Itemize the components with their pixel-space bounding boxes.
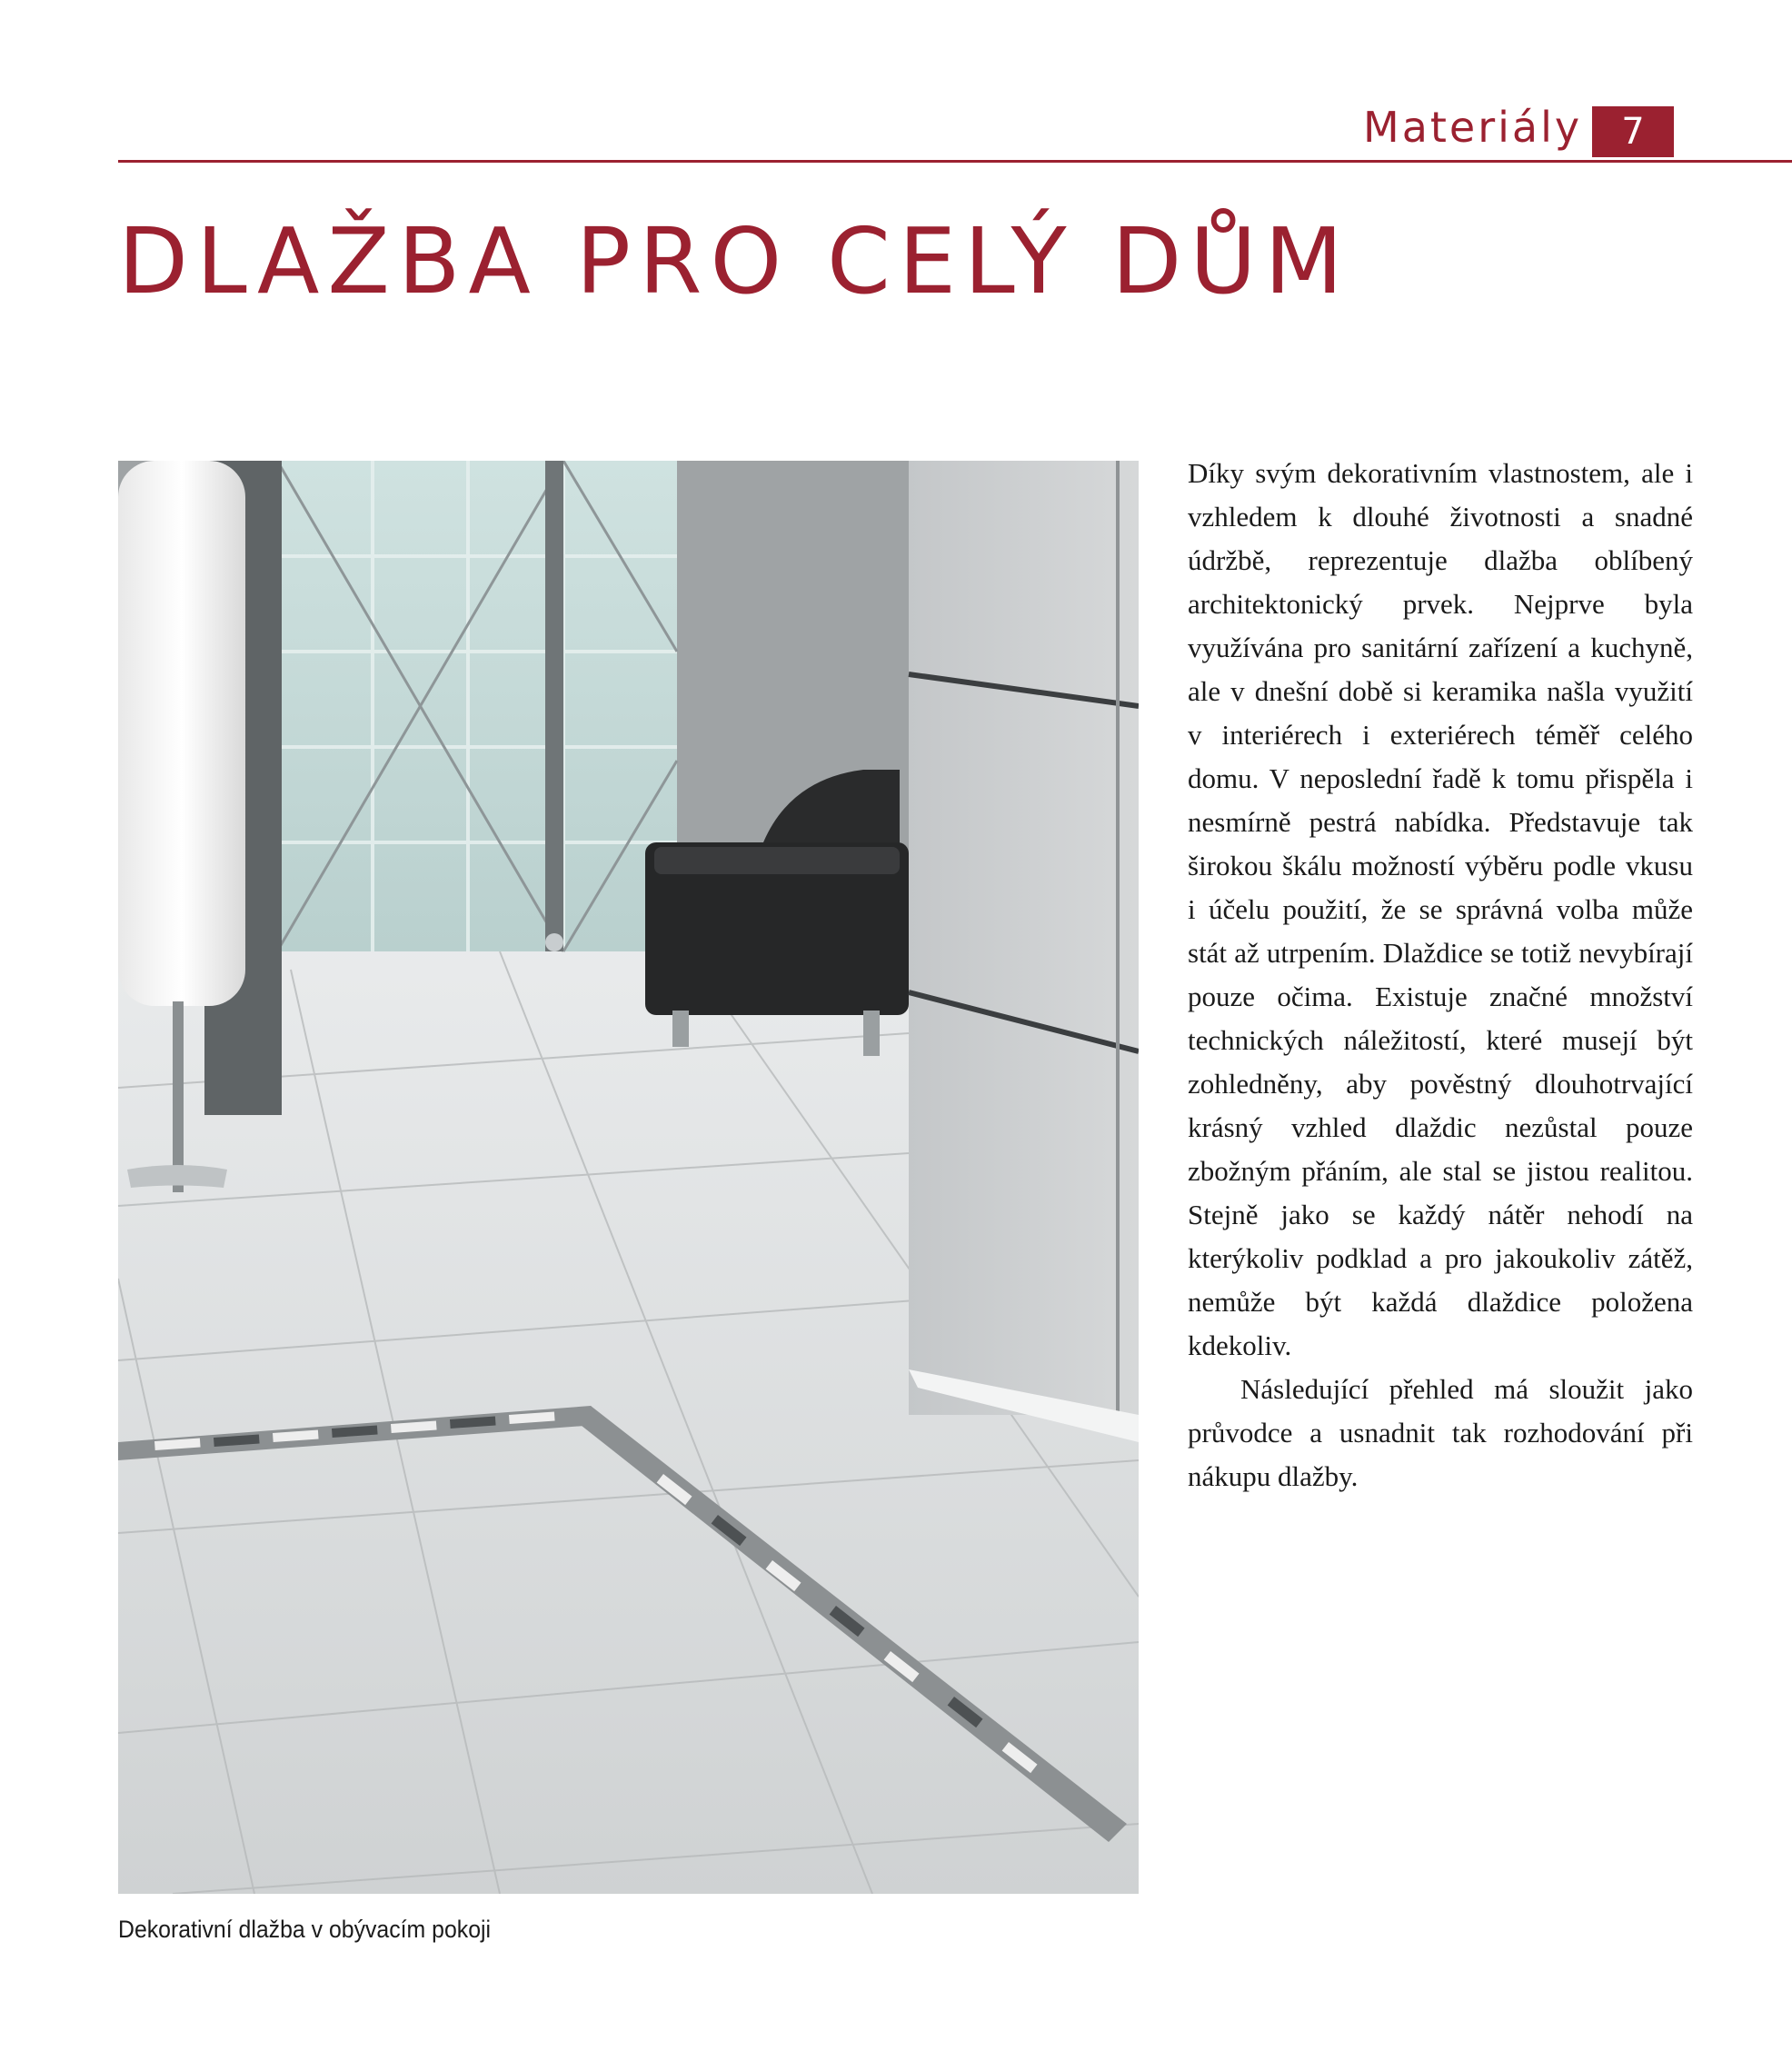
paragraph: Následující přehled má sloužit jako průvodce a usnadnit tak rozhodování při nákupu dlažby. xyxy=(1188,1373,1693,1492)
interior-photo xyxy=(118,461,1139,1894)
figure-caption: Dekorativní dlažba v obývacím pokoji xyxy=(118,1916,492,1943)
page-title: DLAŽBA PRO CELÝ DŮM xyxy=(118,208,1351,314)
article-body xyxy=(1188,452,1693,1498)
header-rule xyxy=(118,160,1792,163)
page-number: 7 xyxy=(1592,106,1674,157)
paragraph: Díky svým dekorativním vlastnostem, ale i vzhledem k dlouhé životnosti a snadné údržbě, reprezentuje dlažba oblíbený architektonický prvek. Nejprve byla využívána pro sanitární zařízení a kuchyně, ale v dnešní době si keramika našla využití v interiérech i exteriérech téměř celého domu. V neposlední řadě k tomu přispěla i nesmírně pestrá nabídka. Představuje tak širokou škálu možností výběru podle vkusu i účelu použití, že se správná volba může stát až utrpením. Dlaždice se totiž nevybírají pouze očima. Existuje značné množství technických náležitostí, které musejí být zohledněny, aby pověstný dlouhotrvající krásný vzhled dlaždic nezůstal pouze zbožným přáním, ale stal se jistou realitou. Stejně jako se každý nátěr nehodí na kterýkoliv podklad a pro jakoukoliv zátěž, nemůže být každá dlaždice položena kdekoliv. xyxy=(1188,457,1693,1361)
section-title: Materiály xyxy=(1363,103,1583,152)
